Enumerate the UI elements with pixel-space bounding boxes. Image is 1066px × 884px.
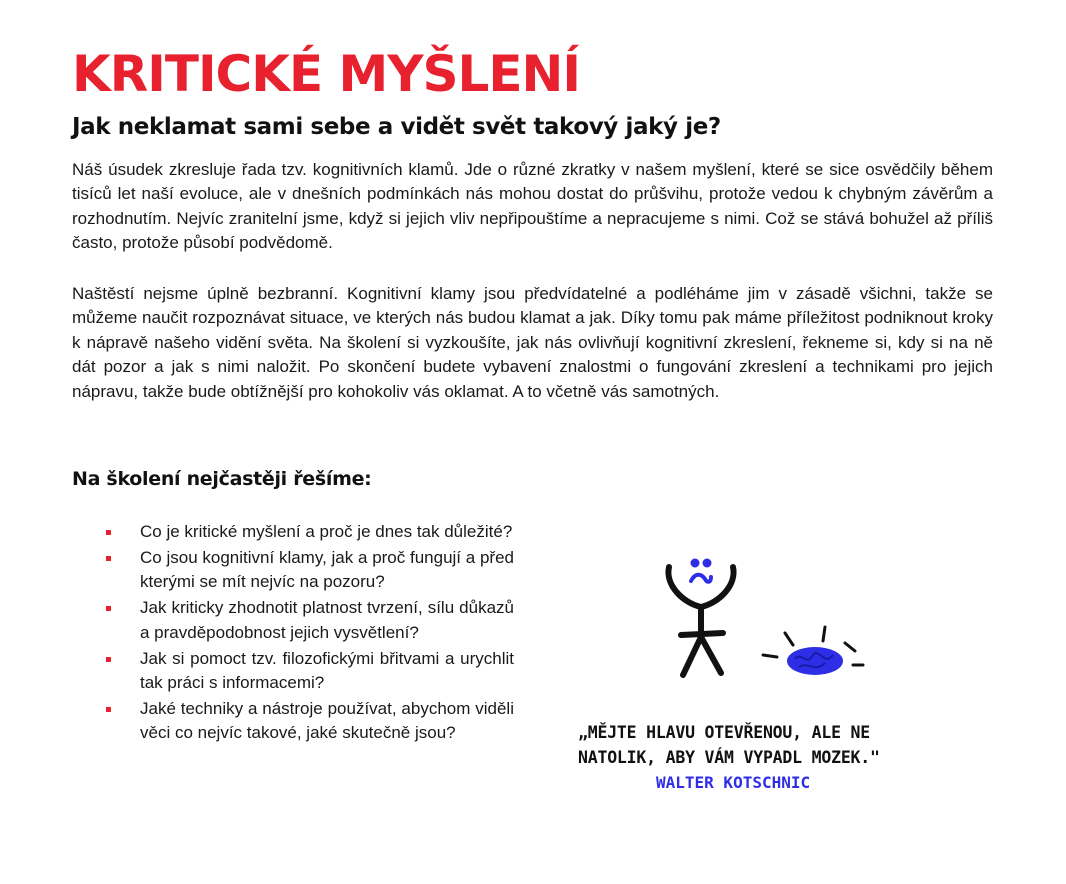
bullet-square-icon: [106, 657, 111, 662]
list-item: [106, 647, 514, 696]
topics-heading: Na školení nejčastěji řešíme:: [72, 468, 372, 490]
page-subtitle: Jak neklamat sami sebe a vidět svět takový jaký je?: [72, 114, 721, 140]
brain-icon: [787, 647, 843, 675]
bullet-square-icon: [106, 606, 111, 611]
list-item-text: Jak si pomoct tzv. filozofickými břitvami a urychlit tak práci s informacemi?: [140, 648, 514, 692]
stick-figure-brain-illustration: [655, 555, 875, 685]
list-item-text: Jak kriticky zhodnotit platnost tvrzení, sílu důkazů a pravděpodobnost jejich vysvětlení?: [140, 598, 514, 642]
list-item: [106, 596, 514, 645]
quote-author: WALTER KOTSCHNIC: [656, 773, 811, 792]
bullet-square-icon: [106, 530, 111, 535]
stick-figure-face-icon: [691, 561, 711, 582]
bullet-square-icon: [106, 556, 111, 561]
topics-list: [106, 520, 514, 747]
page-title: KRITICKÉ MYŠLENÍ: [72, 45, 580, 103]
quote-line-2: NATOLIK, ABY VÁM VYPADL MOZEK.": [578, 748, 880, 767]
list-item-text: Jaké techniky a nástroje používat, abychom viděli věci co nejvíc takové, jaké skutečně jsou?: [140, 698, 514, 743]
list-item-text: Co je kritické myšlení a proč je dnes tak důležité?: [140, 522, 513, 541]
list-item: [106, 520, 514, 544]
quote-text: [578, 720, 948, 770]
stick-figure-icon: [668, 567, 733, 675]
quote-line-1: „MĚJTE HLAVU OTEVŘENOU, ALE NE: [578, 723, 871, 742]
intro-paragraph-1: Náš úsudek zkresluje řada tzv. kognitivních klamů. Jde o různé zkratky v našem myšlení, které se sice osvědčily během tisíců let naší evoluce, ale v dnešních podmínkách nás mohou dostat do průšvihu, protože vedou k chybným závěrům a rozhodnutím. Nejvíc zranitelní jsme, když si jejich vliv nepřipouštíme a nepracujeme s nimi. Což se stává bohužel až příliš často, protože působí podvědomě.: [72, 160, 993, 253]
intro-paragraph-2: Naštěstí nejsme úplně bezbranní. Kognitivní klamy jsou předvídatelné a podléháme jim v zásadě všichni, takže se můžeme naučit rozpoznávat situace, ve kterých nás budou klamat a jak. Díky tomu pak máme příležitost podniknout kroky k nápravě našeho vidění světa. Na školení si vyzkoušíte, jak nás ovlivňují kognitivní zkreslení, řekneme si, kdy si na ně dát pozor a jak s nimi naložit. Po skončení budete vybavení znalostmi o fungování zkreslení a technikami pro jejich nápravu, takže bude obtížnější pro kohokoliv vás oklamat. A to včetně vás samotných.: [72, 284, 993, 401]
list-item: [106, 697, 514, 746]
list-item: [106, 546, 514, 595]
list-item-text: Co jsou kognitivní klamy, jak a proč fungují a před kterými se mít nejvíc na pozoru?: [140, 547, 514, 592]
bullet-square-icon: [106, 707, 111, 712]
